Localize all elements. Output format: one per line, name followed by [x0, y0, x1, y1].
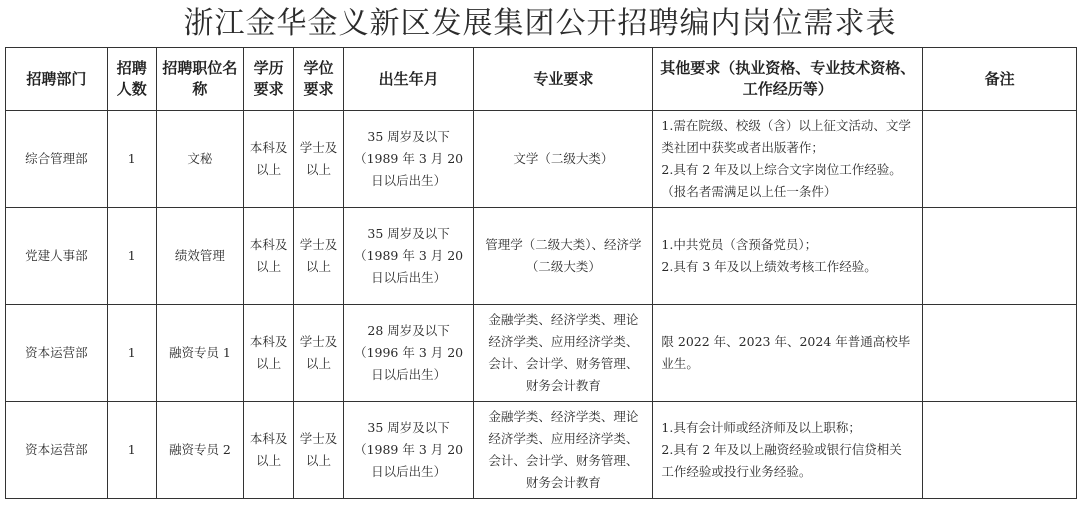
cell-degree: 学士及以上 — [294, 402, 344, 499]
cell-degree: 学士及以上 — [294, 305, 344, 402]
cell-edu: 本科及以上 — [244, 111, 294, 208]
cell-note — [923, 208, 1077, 305]
cell-note — [923, 402, 1077, 499]
cell-post: 融资专员 2 — [156, 402, 244, 499]
cell-post: 文秘 — [156, 111, 244, 208]
cell-birth: 35 周岁及以下（1989 年 3 月 20 日以后出生） — [343, 208, 473, 305]
cell-edu: 本科及以上 — [244, 208, 294, 305]
table-row — [6, 111, 1077, 208]
other-line: 1.需在院级、校级（含）以上征文活动、文学类社团中获奖或者出版著作； — [661, 118, 911, 155]
cell-num: 1 — [107, 305, 156, 402]
cell-note — [923, 111, 1077, 208]
header-num: 招聘人数 — [107, 48, 156, 111]
other-line: 2.具有 3 年及以上绩效考核工作经验。 — [661, 259, 877, 274]
cell-other — [653, 111, 923, 208]
requirements-table — [5, 47, 1077, 499]
other-line: 2.具有 2 年及以上综合文字岗位工作经验。 — [661, 162, 902, 177]
table-row — [6, 402, 1077, 499]
cell-dept: 资本运营部 — [6, 402, 108, 499]
header-post: 招聘职位名称 — [156, 48, 244, 111]
other-line: （报名者需满足以上任一条件） — [661, 184, 837, 199]
cell-edu: 本科及以上 — [244, 305, 294, 402]
cell-major: 文学（二级大类） — [474, 111, 653, 208]
cell-note — [923, 305, 1077, 402]
other-line: 1.具有会计师或经济师及以上职称； — [661, 420, 861, 435]
cell-post: 融资专员 1 — [156, 305, 244, 402]
header-other: 其他要求（执业资格、专业技术资格、工作经历等） — [653, 48, 923, 111]
cell-edu: 本科及以上 — [244, 402, 294, 499]
table-header-row — [6, 48, 1077, 111]
other-line: 1.中共党员（含预备党员）； — [661, 237, 818, 252]
cell-degree: 学士及以上 — [294, 111, 344, 208]
header-edu: 学历要求 — [244, 48, 294, 111]
cell-degree: 学士及以上 — [294, 208, 344, 305]
table-row — [6, 305, 1077, 402]
cell-major: 金融学类、经济学类、理论经济学类、应用经济学类、会计、会计学、财务管理、财务会计教育 — [474, 402, 653, 499]
cell-num: 1 — [107, 402, 156, 499]
cell-other — [653, 208, 923, 305]
document-title: 浙江金华金义新区发展集团公开招聘编内岗位需求表 — [183, 6, 897, 41]
cell-num: 1 — [107, 208, 156, 305]
cell-other — [653, 305, 923, 402]
cell-num: 1 — [107, 111, 156, 208]
cell-major: 金融学类、经济学类、理论经济学类、应用经济学类、会计、会计学、财务管理、财务会计教育 — [474, 305, 653, 402]
header-dept: 招聘部门 — [6, 48, 108, 111]
other-line: 限 2022 年、2023 年、2024 年普通高校毕业生。 — [661, 334, 911, 371]
header-degree: 学位要求 — [294, 48, 344, 111]
table-row — [6, 208, 1077, 305]
cell-birth: 28 周岁及以下（1996 年 3 月 20 日以后出生） — [343, 305, 473, 402]
cell-dept: 党建人事部 — [6, 208, 108, 305]
header-major: 专业要求 — [474, 48, 653, 111]
cell-dept: 资本运营部 — [6, 305, 108, 402]
other-line: 2.具有 2 年及以上融资经验或银行信贷相关工作经验或投行业务经验。 — [661, 442, 902, 479]
cell-major: 管理学（二级大类）、经济学（二级大类） — [474, 208, 653, 305]
cell-birth: 35 周岁及以下（1989 年 3 月 20 日以后出生） — [343, 402, 473, 499]
cell-dept: 综合管理部 — [6, 111, 108, 208]
header-birth: 出生年月 — [343, 48, 473, 111]
header-note: 备注 — [923, 48, 1077, 111]
cell-birth: 35 周岁及以下（1989 年 3 月 20 日以后出生） — [343, 111, 473, 208]
cell-other — [653, 402, 923, 499]
cell-post: 绩效管理 — [156, 208, 244, 305]
